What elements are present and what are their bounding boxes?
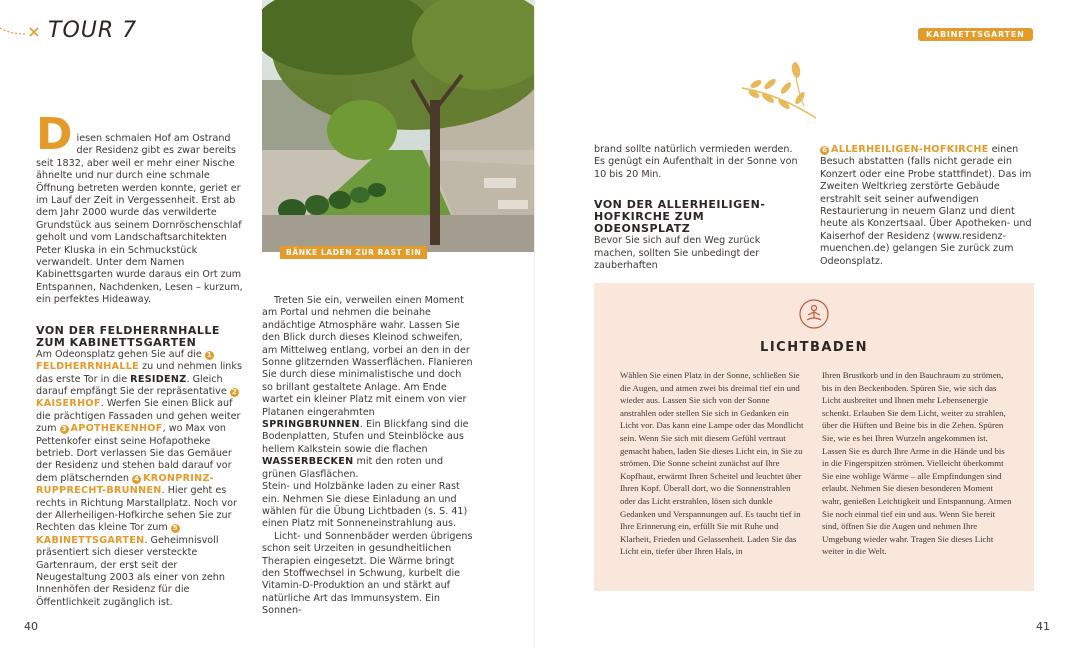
exercise-text-right: Ihren Brustkorb und in den Bauchraum zu strömen, bis in den Beckenboden. Spüren Sie, wie sich das Licht ausbreitet und Ihnen mehr Lebensenergie schenkt. Erlauben Sie dem Licht, weiter zu strahlen, über die Hüften und Beine bis in die Zehen. Spüren Sie, wie es bei Ihren Wurzeln angekommen ist. Lassen Sie es durch Ihre Arme in die Hände und bis in die Fingerspitzen strömen. Vielleicht überkommt Sie eine wohlige Wärme – alle Empfindungen sind erlaubt. Nehmen Sie diesen besonderen Moment wahr, genießen Leichtigkeit und Entspannung. Atmen Sie noch einmal tief ein und aus. Wenn Sie bereit sind, öffnen Sie die Augen und nehmen Ihre Umgebung wieder wahr. Tragen Sie dieses Licht weiter in die Welt. [822,370,1012,557]
light-therapy-paragraph: Licht- und Sonnenbäder werden übrigens schon seit Urzeiten in gesundheitlichen Therapien eingesetzt. Die Wärme bringt den Stoffwechsel in Schwung, kurbelt die Vitamin-D-Produktion an und stärkt auf natürliche Art das Immunsystem. Ein Sonnen- [262,530,473,617]
stop-marker-5: 5 [171,524,180,533]
page-number-left: 40 [24,620,38,633]
return-paragraph: Bevor Sie sich auf den Weg zurück machen, sollten Sie unbedingt der zauberhaften [594,235,761,272]
stop-marker-4: 4 [132,475,141,484]
column-2 [262,295,474,618]
stop-kaiserhof: KAISERHOF [36,398,101,410]
intro-paragraph [36,109,248,307]
garden-paragraph: Treten Sie ein, verweilen einen Moment am Portal und nehmen die beinahe andächtige Atmosphäre wahr. Lassen Sie den Blick durch dieses Kleinod schweifen, am Mittelweg entlang, vorbei an den in der Sonne glitzernden Wasserflächen. Flanieren Sie durch diese minimalistische und doch so brillant gestaltete Anlage. Am Ende wartet ein kleiner Platz mit einem von vier Platanen eingerahmten SPRINGBRUNNEN. Ein Blickfang sind die Bodenplatten, Stufen und Steinblöcke aus hellem Kalkstein sowie die flachen WASSERBECKEN mit den roten und grünen Glasflächen. [262,295,473,480]
photo-caption: BÄNKE LADEN ZUR RAST EIN [280,246,427,259]
stop-kabinettsgarten: KABINETTSGARTEN [36,534,145,546]
stop-hofkirche: ALLERHEILIGEN-HOFKIRCHE [831,144,989,155]
page-number-right: 41 [1036,620,1050,633]
branch-illustration [738,62,820,122]
residenz-label: RESIDENZ [130,373,187,385]
stop-feldherrnhalle: FELDHERRNHALLE [36,361,140,373]
tour-label: TOUR 7 [48,18,138,43]
sunburn-paragraph: brand sollte natürlich vermieden werden. Es genügt ein Aufenthalt in der Sonne von 10 bis 20 Min. [594,144,798,180]
column-4 [820,144,1038,268]
drop-cap: D [36,109,73,160]
exercise-title: LICHTBADEN [760,340,868,355]
page-gutter [534,0,535,648]
stop-marker-2: 2 [230,388,239,397]
stop-apothekenhof: APOTHEKENHOF [70,423,163,435]
meditation-icon [798,298,830,330]
garden-photo [262,0,534,252]
dotted-arrow-decoration [0,22,44,42]
stop-brunnen: KRONPRINZ-RUPPRECHT-BRUNNEN [36,472,214,497]
bench-paragraph: Stein- und Holzbänke laden zu einer Rast ein. Nehmen Sie diese Einladung an und wählen für die Übung Lichtbaden (s. S. 41) einen Platz mit Sonneneinstrahlung aus. [262,481,468,530]
route-heading-1: VON DER FELDHERRNHALLE ZUM KABINETTSGARTEN [36,323,220,349]
column-1 [36,109,248,609]
intro-text: iesen schmalen Hof am Ostrand der Residenz gibt es zwar bereits seit 1832, aber weil er mehr einer Nische ähnelte und nur durch eine schmale Öffnung betreten werden konnte, geriet er im Lauf der Zeit in Vergessenheit. Erst ab dem Jahr 2000 wurde das verwilderte Grundstück aus seinem Dornröschenschlaf geholt und vom Landschaftsarchitekten Peter Kluska in ein Schmuckstück verwandelt. Unter dem Namen Kabinettsgarten wurde daraus ein Ort zum Entspannen, Nachdenken, Lesen – kurzum, ein perfektes Hideaway. [36,133,243,306]
route-heading-2: VON DER ALLERHEILIGEN-HOFKIRCHE ZUM ODEONSPLATZ [594,198,766,236]
section-tag: KABINETTSGARTEN [918,28,1033,41]
stop-marker-6: 6 [820,146,829,155]
stop-marker-1: 1 [205,351,214,360]
column-3 [594,144,804,272]
exercise-text-left: Wählen Sie einen Platz in der Sonne, schließen Sie die Augen, und atmen zwei bis dreimal tief ein und wieder aus. Lassen Sie sich von der Sonne anstrahlen oder stellen Sie sich in Gedanken ein Licht vor. Das kann eine Lampe oder das Mondlicht sein. Wenn Sie sich mit diesem Gefühl vertraut gemacht haben, laden Sie dieses Licht ein, in Sie zu strömen. Die Sonne scheint zunächst auf Ihre Kopfhaut, erwärmt Ihren Scheitel und leuchtet über Ihren Kopf. Überall dort, wo die Sonnenstrahlen oder das Licht erstrahlen, lösen sich dunkle Gedanken und Verspannungen auf. Es taucht tief in Ihre Erinnerung ein, erfüllt Sie mit Ruhe und Klarheit, Frieden und Gelassenheit. Laden Sie das Licht ein, tiefer über Ihren Hals, in [620,370,804,557]
wasserbecken-label: WASSERBECKEN [262,456,354,468]
hofkirche-paragraph: 6 ALLERHEILIGEN-HOFKIRCHE einen Besuch abstatten (falls nicht gerade ein Konzert oder eine Probe stattfindet). Das im Zweiten Weltkrieg zerstörte Gebäude erstrahlt seit seiner aufwendigen Restaurierung in neuem Glanz und dient heute als Konzertsaal. Über Apotheken- und Kaiserhof der Residenz (www.residenz-muenchen.de) gelangen Sie zurück zum Odeonsplatz. [820,144,1032,267]
route-paragraph-1: Am Odeonsplatz gehen Sie auf die 1FELDHERRNHALLE zu und nehmen links das erste Tor in die RESIDENZ. Gleich darauf empfängt Sie der repräsentative 2KAISERHOF. Werfen Sie einen Blick auf die prächtigen Fassaden und gehen weiter zum 3 APOTHEKENHOF, wo Max von Pettenkofer einst seine Hofapotheke betrieb. Dort verlassen Sie das Gemäuer der Residenz und stehen bald darauf vor dem plätschernden 4 KRONPRINZ-RUPPRECHT-BRUNNEN. Hier geht es rechts in Richtung Marstallplatz. Noch vor der Allerheiligen-Hofkirche sehen Sie zur Rechten das kleine Tor zum 5KABINETTSGARTEN. Geheimnisvoll präsentiert sich dieser versteckte Gartenraum, der erst seit der Neugestaltung 2003 als einer von zehn Innenhöfen der Residenz für die Öffentlichkeit zugänglich ist. [36,348,242,608]
stop-marker-3: 3 [60,425,69,434]
springbrunnen-label: SPRINGBRUNNEN [262,419,360,431]
